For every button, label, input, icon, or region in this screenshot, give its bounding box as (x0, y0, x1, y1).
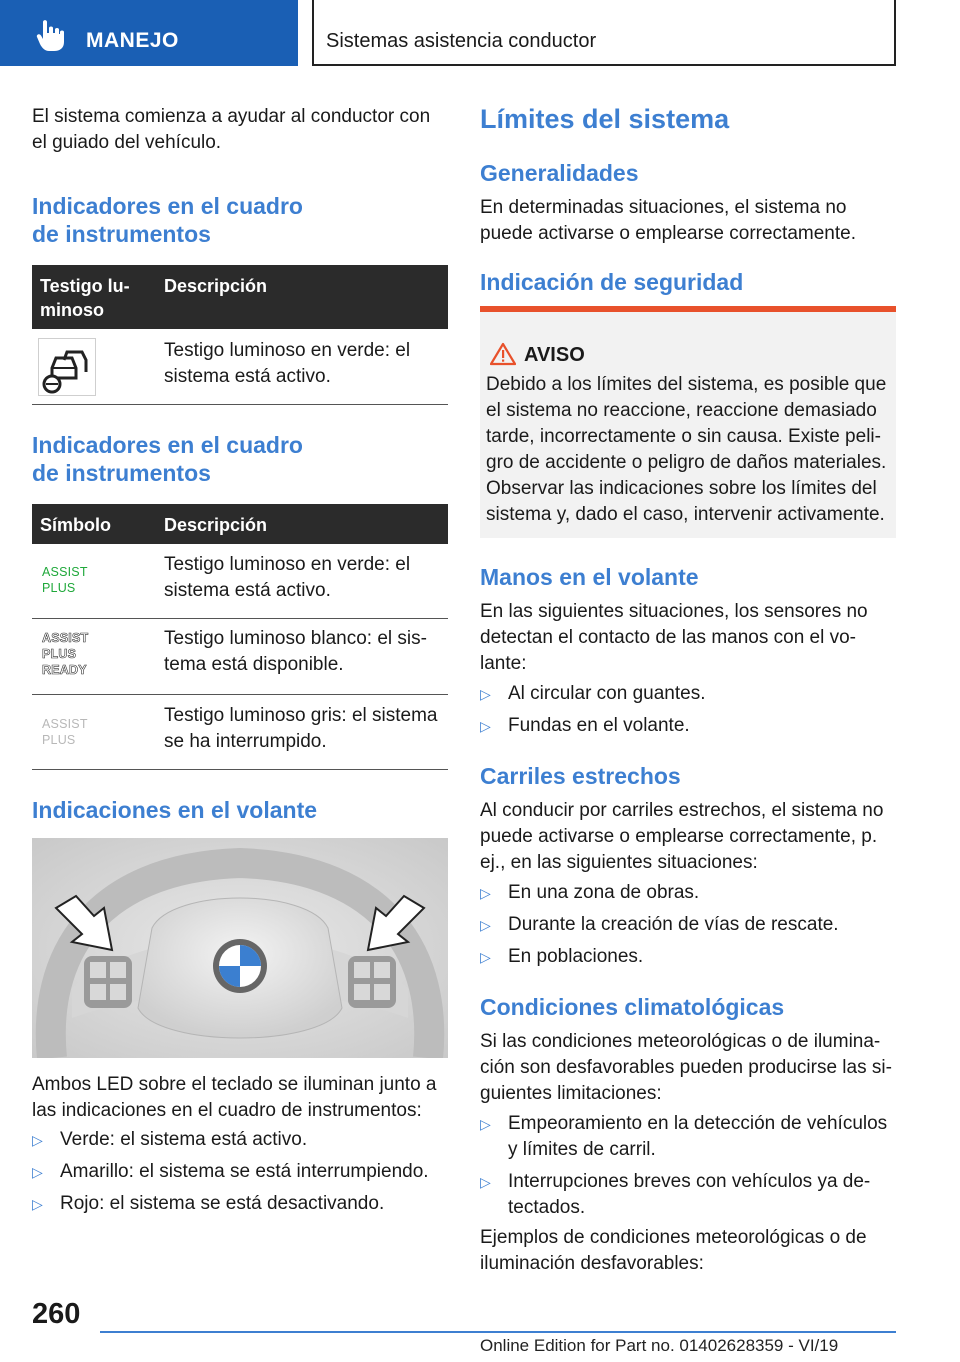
table2-col1: Símbolo (40, 515, 111, 535)
table1-col1: Testigo lu-minoso (40, 276, 130, 320)
table1-row1-desc: Testigo luminoso en verde: el sistema está activo. (164, 340, 411, 387)
weather-examples-paragraph: Ejemplos de condiciones meteorológicas o de iluminación desfavorables: (480, 1227, 867, 1274)
hands-heading: Manos en el volante (480, 564, 699, 590)
bullet-triangle-icon: ▷ (480, 1174, 491, 1190)
section-tab[interactable] (0, 0, 298, 66)
narrow-lanes-heading: Carriles estrechos (480, 763, 681, 789)
table2-col2: Descripción (164, 515, 268, 535)
steering-leds-paragraph: Ambos LED sobre el teclado se iluminan junto a las indicaciones en el cuadro de instrumentos: (32, 1074, 437, 1121)
general-heading: Generalidades (480, 160, 639, 186)
table1-row-divider (32, 404, 448, 405)
table2-header (32, 504, 448, 544)
chapter-title: Sistemas asistencia conductor (326, 30, 597, 52)
table1-col2: Descripción (164, 276, 268, 296)
warning-triangle-icon (490, 342, 516, 366)
safety-heading: Indicación de seguridad (480, 269, 744, 295)
table2-divider-3 (32, 769, 448, 770)
narrow-lanes-paragraph: Al conducir por carriles estrechos, el sistema no puede activarse o emplearse correctamente, p. ej., en las siguientes situaciones: (480, 800, 884, 873)
bullet-triangle-icon: ▷ (480, 1116, 491, 1132)
warning-box (480, 306, 896, 538)
bullet-triangle-icon: ▷ (32, 1196, 43, 1212)
steering-wheel-image (32, 838, 448, 1058)
assist-plus-green-symbol: ASSIST PLUS (42, 565, 88, 595)
bullet-triangle-icon: ▷ (480, 686, 491, 702)
lane-assist-icon (38, 338, 96, 396)
intro-paragraph: El sistema comienza a ayudar al conductor con el guiado del vehículo. (32, 106, 431, 153)
hand-pointer-icon (36, 18, 66, 52)
table2-row1-desc: Testigo luminoso en verde: el sistema está activo. (164, 554, 411, 601)
warning-text: Debido a los límites del sistema, es posible que el sistema no reaccione, reaccione demasiado tarde, incorrectamente o sin causa. Existe peli-gro de accidente o peligro de daños materiales. Observar las indicaciones sobre los límites del sistema y, dado el caso, intervenir activamente. (486, 374, 887, 525)
table2-row3-desc: Testigo luminoso gris: el sistema se ha interrumpido. (164, 705, 438, 752)
page-number: 260 (32, 1298, 81, 1330)
weather-heading: Condiciones climatológicas (480, 994, 785, 1020)
table1-header (32, 265, 448, 329)
heading-indicators-2: Indicadores en el cuadro de instrumentos (32, 432, 303, 486)
assist-plus-ready-symbol: ASSIST PLUS READY (42, 631, 89, 677)
bullet-triangle-icon: ▷ (480, 718, 491, 734)
section-label: MANEJO (86, 29, 179, 52)
table2-divider-1 (32, 618, 448, 619)
bullet-triangle-icon: ▷ (480, 917, 491, 933)
hands-paragraph: En las siguientes situaciones, los sensores no detectan el contacto de las manos con el vo-lante: (480, 601, 868, 674)
bullet-triangle-icon: ▷ (480, 885, 491, 901)
heading-steering-wheel: Indicaciones en el volante (32, 797, 318, 823)
assist-plus-grey-symbol: ASSIST PLUS (42, 717, 88, 747)
footer-rule (100, 1331, 896, 1333)
weather-paragraph: Si las condiciones meteorológicas o de ilumina-ción son desfavorables pueden producirse las si-guientes limitaciones: (480, 1031, 892, 1104)
bullet-triangle-icon: ▷ (32, 1164, 43, 1180)
bullet-triangle-icon: ▷ (480, 949, 491, 965)
table2-row2-desc: Testigo luminoso blanco: el sis-tema está disponible. (164, 628, 427, 675)
table2-divider-2 (32, 694, 448, 695)
system-limits-title: Límites del sistema (480, 104, 730, 134)
general-paragraph: En determinadas situaciones, el sistema no puede activarse o emplearse correctamente. (480, 197, 856, 244)
heading-indicators-1: Indicadores en el cuadro de instrumentos (32, 193, 303, 247)
bullet-triangle-icon: ▷ (32, 1132, 43, 1148)
footer-edition: Online Edition for Part no. 01402628359 - VI/19 (480, 1336, 839, 1355)
warning-label: AVISO (524, 344, 585, 366)
